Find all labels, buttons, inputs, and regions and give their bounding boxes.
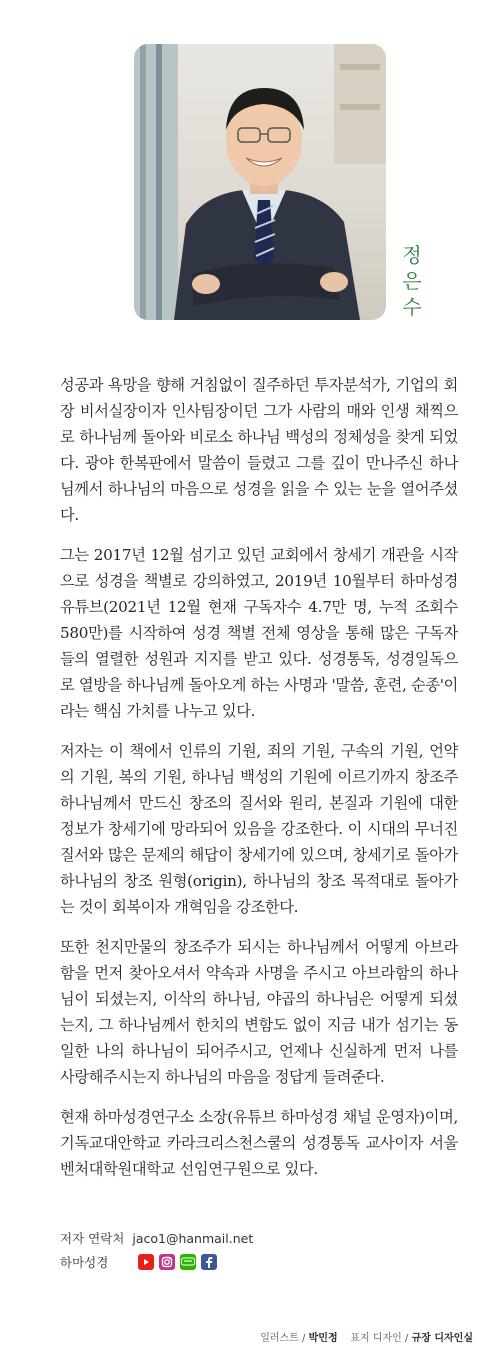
author-name-vertical: 정 은 수 <box>402 243 422 319</box>
author-photo <box>134 44 386 320</box>
youtube-icon[interactable] <box>138 1254 154 1270</box>
channel-row <box>60 1250 253 1274</box>
contact-block <box>60 1226 253 1274</box>
book-credits <box>260 1329 473 1344</box>
facebook-icon[interactable] <box>201 1254 217 1270</box>
bio-paragraph: 그는 2017년 12월 섬기고 있던 교회에서 창세기 개관을 시작으로 성경을 책별로 강의하였고, 2019년 10월부터 하마성경 유튜브(2021년 12월 현재 구독자수 4.7만 명, 누적 조회수 580만)를 시작하여 성경 책별 전체 영상을 통해 많은 구독자들의 열렬한 성원과 지지를 받고 있다. 성경통독, 성경일독으로 열방을 하나님께 돌아오게 하는 사명과 '말씀, 훈련, 순종'이라는 핵심 가치를 나누고 있다. <box>60 546 458 720</box>
bio-paragraph: 성공과 욕망을 향해 거침없이 질주하던 투자분석가, 기업의 회장 비서실장이자 인사팀장이던 그가 사람의 매와 인생 채찍으로 하나님께 돌아와 비로소 하나님 백성의 정체성을 찾게 되었다. 광야 한복판에서 말씀이 들렸고 그를 깊이 만나주신 하나님께서 하나님의 마음으로 성경을 읽을 수 있는 눈을 열어주셨다. <box>60 376 458 524</box>
bio-paragraph: 또한 천지만물의 창조주가 되시는 하나님께서 어떻게 아브라함을 먼저 찾아오셔서 약속과 사명을 주시고 아브라함의 하나님이 되셨는지, 이삭의 하나님, 야곱의 하나님은 어떻게 되셨는지, 그 하나님께서 한치의 변함도 없이 지금 내가 섬기는 동일한 나의 하나님이 되어주시고, 언제나 신실하게 먼저 나를 사랑해주시는지 하나님의 마음을 정답게 들려준다. <box>60 938 458 1086</box>
illustration-credit-name: 박민정 <box>308 1333 338 1344</box>
bio-paragraph: 현재 하마성경연구소 소장(유튜브 하마성경 채널 운영자)이며, 기독교대안학교 카라크리스천스쿨의 성경통독 교사이자 서울벤처대학원대학교 선임연구원으로 있다. <box>60 1108 458 1178</box>
channel-label: 하마성경 <box>60 1255 109 1270</box>
email-address[interactable]: jaco1@hanmail.net <box>132 1230 254 1246</box>
design-credit-label: 표지 디자인 / <box>350 1333 409 1344</box>
blog-icon[interactable] <box>180 1254 196 1270</box>
illustration-credit-label: 일러스트 / <box>260 1333 306 1344</box>
email-row <box>60 1226 253 1250</box>
email-label: 저자 연락처 <box>60 1231 125 1246</box>
author-bio <box>60 372 458 1196</box>
bio-paragraph: 저자는 이 책에서 인류의 기원, 죄의 기원, 구속의 기원, 언약의 기원, 복의 기원, 하나님 백성의 기원에 이르기까지 창조주 하나님께서 만드신 창조의 질서와 원리, 본질과 기원에 대한 정보가 창세기에 망라되어 있음을 강조한다. 이 시대의 무너진 질서와 많은 문제의 해답이 창세기에 있으며, 창세기로 돌아가 하나님의 창조 원형(origin), 하나님의 창조 목적대로 돌아가는 것이 회복이자 개혁임을 강조한다. <box>60 742 458 916</box>
instagram-icon[interactable] <box>159 1254 175 1270</box>
social-icons <box>138 1254 217 1270</box>
design-credit-name: 규장 디자인실 <box>411 1333 473 1344</box>
author-portrait-illustration <box>134 44 386 320</box>
